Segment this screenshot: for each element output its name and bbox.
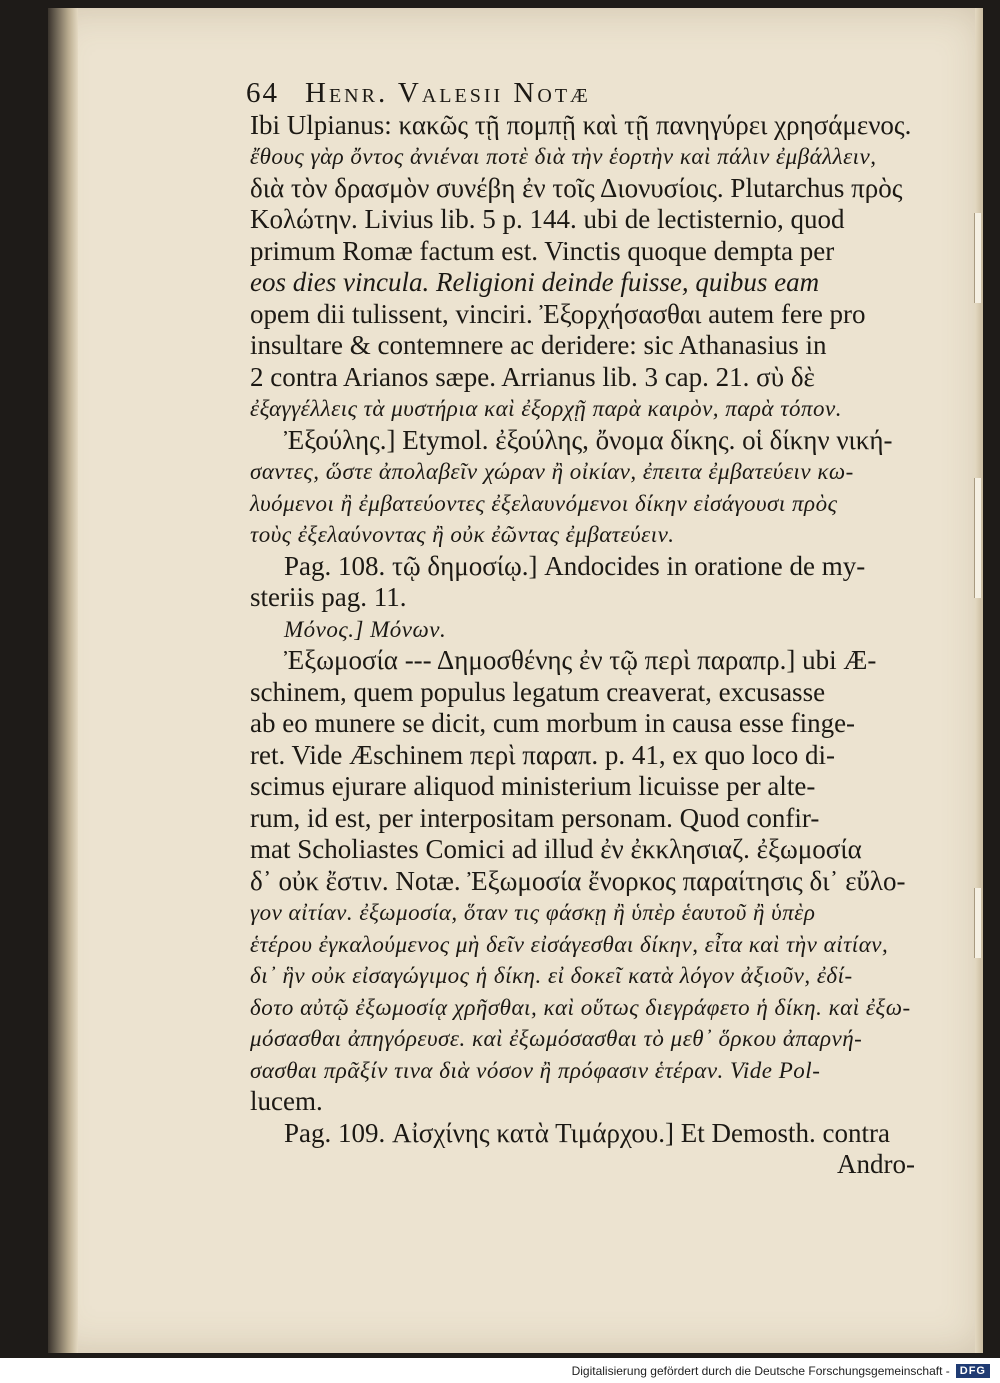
text-line: σασθαι πρᾶξίν τινα διὰ νόσον ἢ πρόφασιν ἑτέραν. Vide Pol- (250, 1057, 821, 1083)
text-line: ἑτέρου ἐγκαλούμενος μὴ δεῖν εἰσάγεσθαι δίκην, εἶτα καὶ τὴν αἰτίαν, (250, 931, 889, 957)
text-line: δοτο αὐτῷ ἐξωμοσίᾳ χρῆσθαι, καὶ οὕτως διεγράφετο ἡ δίκη. καὶ ἐξω- (250, 994, 911, 1020)
running-head: Henr. Valesii Notæ (305, 77, 591, 109)
text-line: eos dies vincula. Religioni deinde fuisse, quibus eam (250, 267, 820, 297)
text-line: Ἐξούλης.] Etymol. ἐξούλης, ὄνομα δίκης. οἱ δίκην νική- (284, 424, 893, 455)
page-text (246, 77, 915, 1181)
page-tab (974, 213, 981, 303)
text-line: Ἐξωμοσία --- Δημοσθένης ἐν τῷ περὶ παραπρ.] ubi Æ- (284, 645, 877, 675)
dfg-logo: DFG (956, 1364, 990, 1378)
text-line: 2 contra Arianos sæpe. Arrianus lib. 3 cap. 21. σὺ δὲ (250, 361, 815, 392)
text-line: τοὺς ἐξελαύνοντας ἢ οὐκ ἐῶντας ἐμβατεύειν. (250, 522, 675, 547)
text-line: μόσασθαι ἀπηγόρευσε. καὶ ἐξωμόσασθαι τὸ μεθ᾽ ὅρκου ἀπαρνή- (250, 1026, 863, 1051)
text-line: opem dii tulissent, vinciri. Ἐξορχήσασθαι autem fere pro (250, 298, 866, 329)
digitization-footer (0, 1358, 1000, 1383)
text-line: ab eo munere se dicit, cum morbum in causa esse finge- (250, 708, 856, 738)
text-line: σαντες, ὥστε ἀπολαβεῖν χώραν ἢ οἰκίαν, ἐπειτα ἐμβατεύειν κω- (250, 459, 854, 484)
text-line: rum, id est, per interpositam personam. Quod confir- (250, 802, 820, 833)
text-line: steriis pag. 11. (250, 582, 407, 612)
text-line: schinem, quem populus legatum creaverat, excusasse (250, 676, 826, 707)
text-line: γον αἰτίαν. ἐξωμοσία, ὅταν τις φάσκῃ ἢ ὑπὲρ ἑαυτοῦ ἢ ὑπὲρ (250, 900, 816, 925)
page-gutter (48, 8, 78, 1353)
catchword: Andro- (837, 1149, 915, 1179)
text-line: δι᾽ ἣν οὐκ εἰσαγώγιμος ἡ δίκη. εἰ δοκεῖ κατὰ λόγον ἀξιοῦν, ἐδί- (250, 963, 853, 988)
text-line: λυόμενοι ἢ ἐμβατεύοντες ἐξελαυνόμενοι δίκην εἰσάγουσι πρὸς (250, 490, 838, 516)
text-line: ἔθους γὰρ ὄντος ἀνιέναι ποτὲ διὰ τὴν ἑορτὴν καὶ πάλιν ἐμβάλλειν, (250, 144, 877, 169)
text-line: primum Romæ factum est. Vinctis quoque dempta per (250, 235, 835, 266)
text-line: Pag. 108. τῷ δημοσίῳ.] Andocides in oratione de my- (284, 550, 866, 581)
footer-credit: Digitalisierung gefördert durch die Deutsche Forschungsgemeinschaft - (571, 1363, 950, 1378)
text-line: ret. Vide Æschinem περὶ παραπ. p. 41, ex quo loco di- (250, 739, 836, 770)
text-line: ἐξαγγέλλεις τὰ μυστήρια καὶ ἐξορχῇ παρὰ καιρὸν, παρὰ τόπον. (250, 396, 842, 421)
text-line: Μόνος.] Μόνων. (284, 616, 447, 642)
page-tab (974, 478, 981, 598)
text-line: δ᾽ οὐκ ἔστιν. Notæ. Ἐξωμοσία ἔνορκος παραίτησις δι᾽ εὔλο- (250, 865, 906, 896)
text-line: insultare & contemnere ac deridere: sic Athanasius in (250, 330, 827, 360)
text-line: Κολώτην. Livius lib. 5 p. 144. ubi de lectisternio, quod (250, 204, 845, 234)
text-line: διὰ τὸν δρασμὸν συνέβη ἐν τοῖς Διονυσίοις. Plutarchus πρὸς (250, 172, 903, 203)
page-number: 64 (246, 77, 279, 109)
text-line: mat Scholiastes Comici ad illud ἐν ἐκκλησιαζ. ἐξωμοσία (250, 834, 862, 864)
text-line: Ibi Ulpianus: κακῶς τῇ πομπῇ καὶ τῇ πανηγύρει χρησάμενος. (250, 109, 912, 140)
text-line: scimus ejurare aliquod ministerium licuisse per alte- (250, 771, 816, 801)
text-line: Pag. 109. Αἰσχίνης κατὰ Τιμάρχου.] Et Demosth. contra (284, 1117, 890, 1148)
page-header (246, 78, 915, 110)
text-line: lucem. (250, 1086, 323, 1116)
page-tab (974, 888, 981, 958)
page-edge (975, 8, 983, 1353)
